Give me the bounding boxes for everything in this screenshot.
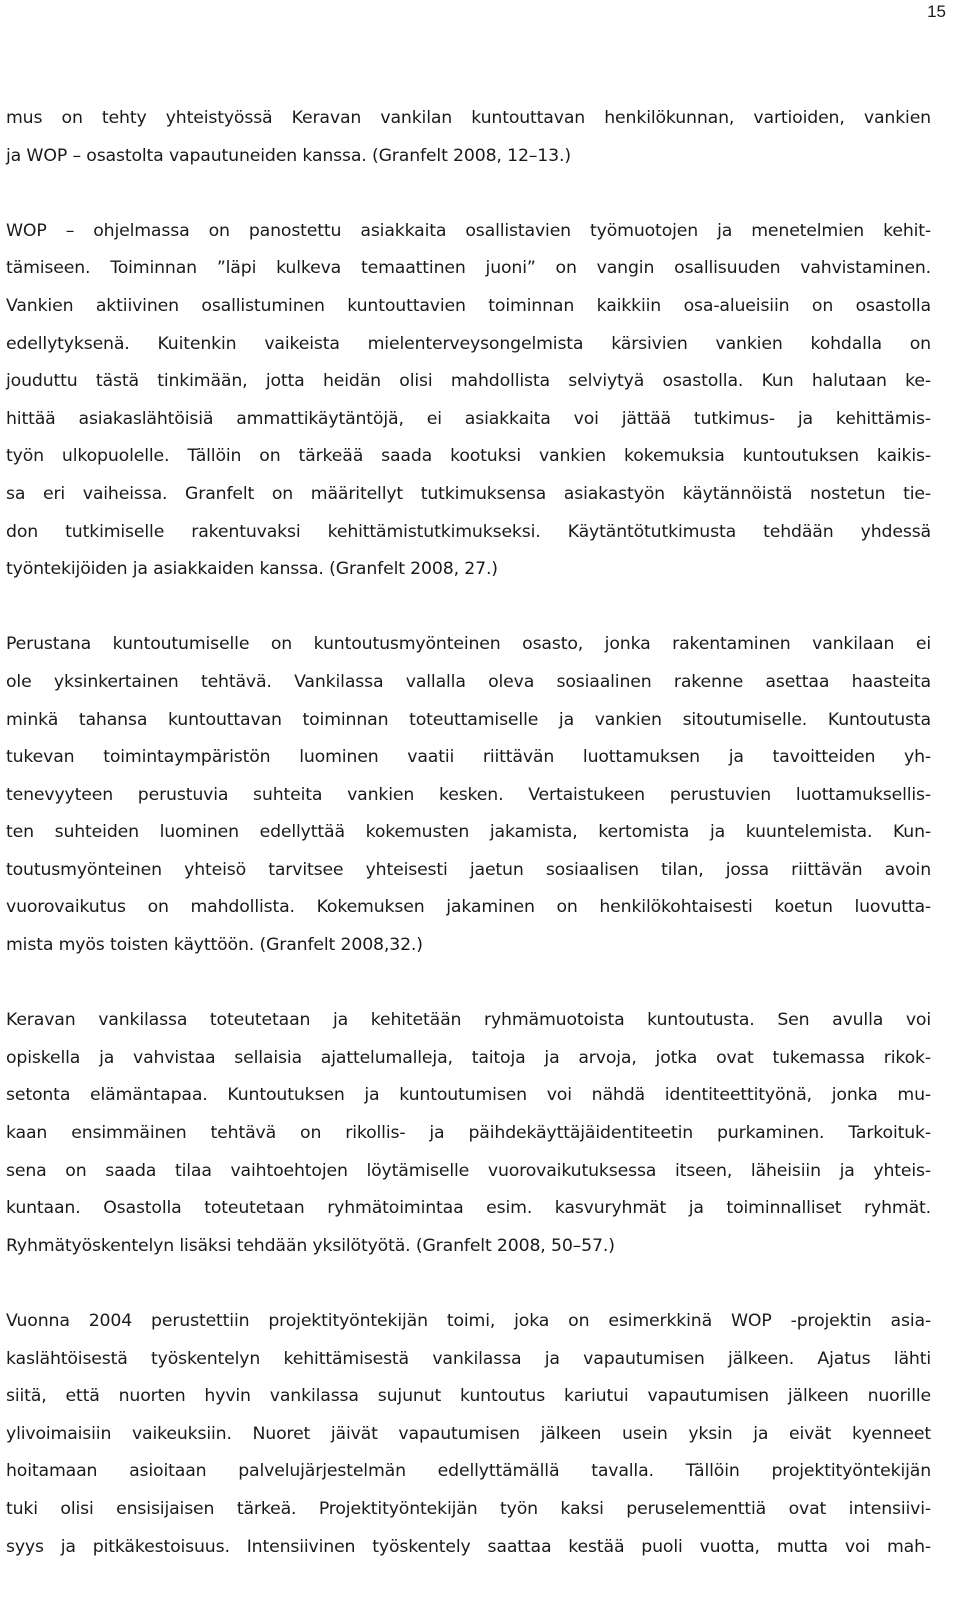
text-line: jouduttu tästä tinkimään, jotta heidän olisi mahdollista selviytyä osastolla. Kun halutaan ke- bbox=[6, 371, 931, 392]
text-line: hittää asiakaslähtöisiä ammattikäytäntöjä, ei asiakkaita voi jättää tutkimus- ja kehittämis- bbox=[6, 408, 931, 429]
text-line: Perustana kuntoutumiselle on kuntoutusmyönteinen osasto, jonka rakentaminen vankilaan ei bbox=[6, 634, 931, 655]
text-line: hoitamaan asioitaan palvelujärjestelmän edellyttämällä tavalla. Tällöin projektityöntekijän bbox=[6, 1461, 931, 1482]
page-number: 15 bbox=[927, 2, 946, 21]
paragraph bbox=[6, 213, 931, 589]
text-line: tuki olisi ensisijaisen tärkeä. Projektityöntekijän työn kaksi peruselementtiä ovat intensiivi- bbox=[6, 1498, 931, 1519]
text-line: Ryhmätyöskentelyn lisäksi tehdään yksilötyötä. (Granfelt 2008, 50–57.) bbox=[6, 1235, 615, 1256]
text-line: setonta elämäntapaa. Kuntoutuksen ja kuntoutumisen voi nähdä identiteettityönä, jonka mu- bbox=[6, 1085, 931, 1106]
text-line: WOP – ohjelmassa on panostettu asiakkaita osallistavien työmuotojen ja menetelmien kehit- bbox=[6, 220, 931, 241]
text-line: mista myös toisten käyttöön. (Granfelt 2008,32.) bbox=[6, 935, 423, 956]
text-line: syys ja pitkäkestoisuus. Intensiivinen työskentely saattaa kestää puoli vuotta, mutta voi mah- bbox=[6, 1536, 931, 1557]
text-line: työn ulkopuolelle. Tällöin on tärkeää saada kootuksi vankien kokemuksia kuntoutuksen kaikis- bbox=[6, 446, 931, 467]
text-line: kaslähtöisestä työskentelyn kehittämisestä vankilassa ja vapautumisen jälkeen. Ajatus lähti bbox=[6, 1348, 931, 1369]
paragraph bbox=[6, 1303, 931, 1566]
text-line: ylivoimaisiin vaikeuksiin. Nuoret jäivät vapautumisen jälkeen usein yksin ja eivät kyenneet bbox=[6, 1423, 931, 1444]
text-line: tenevyyteen perustuvia suhteita vankien kesken. Vertaistukeen perustuvien luottamuksellis- bbox=[6, 784, 931, 805]
text-line: minkä tahansa kuntouttavan toiminnan toteuttamiselle ja vankien sitoutumiselle. Kuntoutusta bbox=[6, 709, 931, 730]
text-line: vuorovaikutus on mahdollista. Kokemuksen jakaminen on henkilökohtaisesti koetun luovutta- bbox=[6, 897, 931, 918]
paragraph bbox=[6, 1002, 931, 1265]
text-line: sa eri vaiheissa. Granfelt on määritellyt tutkimuksensa asiakastyön käytännöistä nostetun tie- bbox=[6, 483, 931, 504]
text-line: työntekijöiden ja asiakkaiden kanssa. (Granfelt 2008, 27.) bbox=[6, 559, 498, 580]
text-line: sena on saada tilaa vaihtoehtojen löytämiselle vuorovaikutuksessa itseen, läheisiin ja yhteis- bbox=[6, 1160, 931, 1181]
text-line: tämiseen. Toiminnan ”läpi kulkeva temaattinen juoni” on vangin osallisuuden vahvistaminen. bbox=[6, 258, 931, 279]
text-line: ja WOP – osastolta vapautuneiden kanssa. (Granfelt 2008, 12–13.) bbox=[6, 145, 571, 166]
text-line: Vankien aktiivinen osallistuminen kuntouttavien toiminnan kaikkiin osa-alueisiin on osastolla bbox=[6, 295, 931, 316]
text-line: siitä, että nuorten hyvin vankilassa sujunut kuntoutus kariutui vapautumisen jälkeen nuorille bbox=[6, 1386, 931, 1407]
text-line: tukevan toimintaympäristön luominen vaatii riittävän luottamuksen ja tavoitteiden yh- bbox=[6, 747, 931, 768]
text-line: mus on tehty yhteistyössä Keravan vankilan kuntouttavan henkilökunnan, vartioiden, vankien bbox=[6, 108, 931, 128]
text-line: kaan ensimmäinen tehtävä on rikollis- ja päihdekäyttäjäidentiteetin purkaminen. Tarkoituk- bbox=[6, 1123, 931, 1144]
text-line: Keravan vankilassa toteutetaan ja kehitetään ryhmämuotoista kuntoutusta. Sen avulla voi bbox=[6, 1010, 931, 1031]
text-line: edellytyksenä. Kuitenkin vaikeista mielenterveysongelmista kärsivien vankien kohdalla on bbox=[6, 333, 931, 354]
text-line: Vuonna 2004 perustettiin projektityöntekijän toimi, joka on esimerkkinä WOP -projektin asia- bbox=[6, 1311, 931, 1331]
text-line: ten suhteiden luominen edellyttää kokemusten jakamista, kertomista ja kuuntelemista. Kun- bbox=[6, 822, 931, 843]
paragraph bbox=[6, 100, 931, 175]
paragraph bbox=[6, 626, 931, 964]
text-line: don tutkimiselle rakentuvaksi kehittämistutkimukseksi. Käytäntötutkimusta tehdään yhdessä bbox=[6, 521, 931, 542]
text-line: ole yksinkertainen tehtävä. Vankilassa vallalla oleva sosiaalinen rakenne asettaa haasteita bbox=[6, 671, 931, 692]
text-line: toutusmyönteinen yhteisö tarvitsee yhteisesti jaetun sosiaalisen tilan, jossa riittävän avoin bbox=[6, 859, 931, 880]
text-line: kuntaan. Osastolla toteutetaan ryhmätoimintaa esim. kasvuryhmät ja toiminnalliset ryhmät. bbox=[6, 1198, 931, 1219]
document-body bbox=[6, 100, 931, 1566]
text-line: opiskella ja vahvistaa sellaisia ajattelumalleja, taitoja ja arvoja, jotka ovat tukemassa rikok- bbox=[6, 1047, 931, 1068]
